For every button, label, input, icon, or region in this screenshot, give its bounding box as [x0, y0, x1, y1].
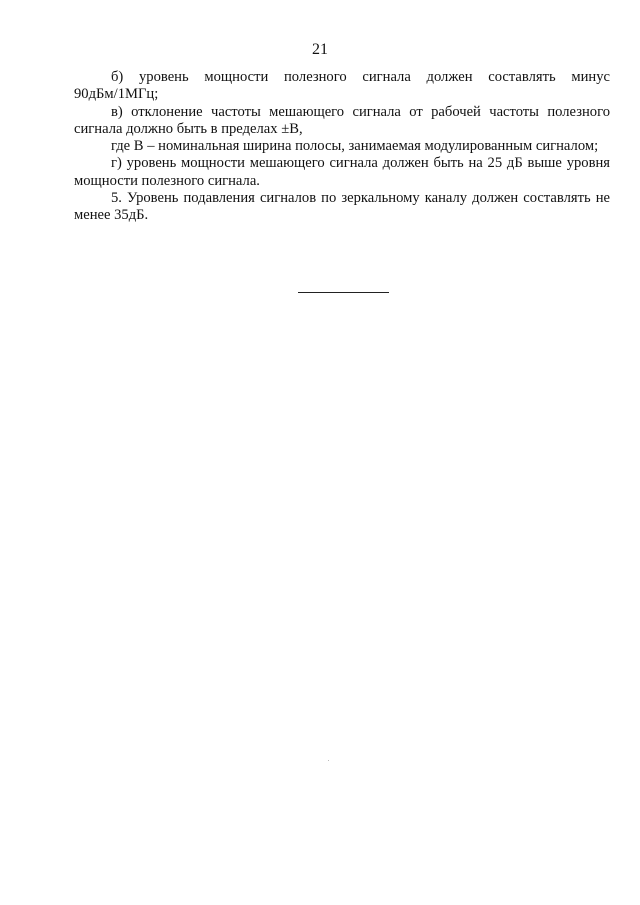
- page-number: 21: [312, 41, 328, 58]
- paragraph-line: уровня мощности полезного сигнала.: [74, 155, 610, 189]
- paragraph-v-frequency-deviation: [74, 104, 610, 139]
- paragraph-line: г) уровень мощности мешающего сигнала должен быть на 25 дБ выше: [111, 155, 562, 172]
- paragraph-line: сигналом;: [535, 138, 599, 155]
- paragraph-line: где В – номинальная ширина полосы, занимаемая модулированным: [111, 138, 533, 155]
- end-of-document-separator: [298, 292, 389, 293]
- paragraph-line: б) уровень мощности полезного сигнала должен составлять: [111, 69, 556, 85]
- paragraph-b-signal-power: [74, 69, 610, 104]
- paragraph-line: минус 90дБм/1МГц;: [74, 69, 610, 103]
- paragraph-where-bandwidth: [74, 138, 610, 155]
- document-body: [74, 69, 610, 225]
- paragraph-line: 5. Уровень подавления сигналов по зеркальному каналу должен составлять: [111, 190, 591, 207]
- paragraph-line: не менее 35дБ.: [74, 190, 610, 224]
- scan-speck: [328, 760, 329, 761]
- paragraph-5-image-rejection: [74, 190, 610, 225]
- paragraph-line: в) отклонение частоты мешающего сигнала от рабочей частоты полезного: [111, 103, 610, 120]
- paragraph-g-interference-power: [74, 155, 610, 190]
- paragraph-line: сигнала должно быть в пределах ±В,: [74, 120, 303, 137]
